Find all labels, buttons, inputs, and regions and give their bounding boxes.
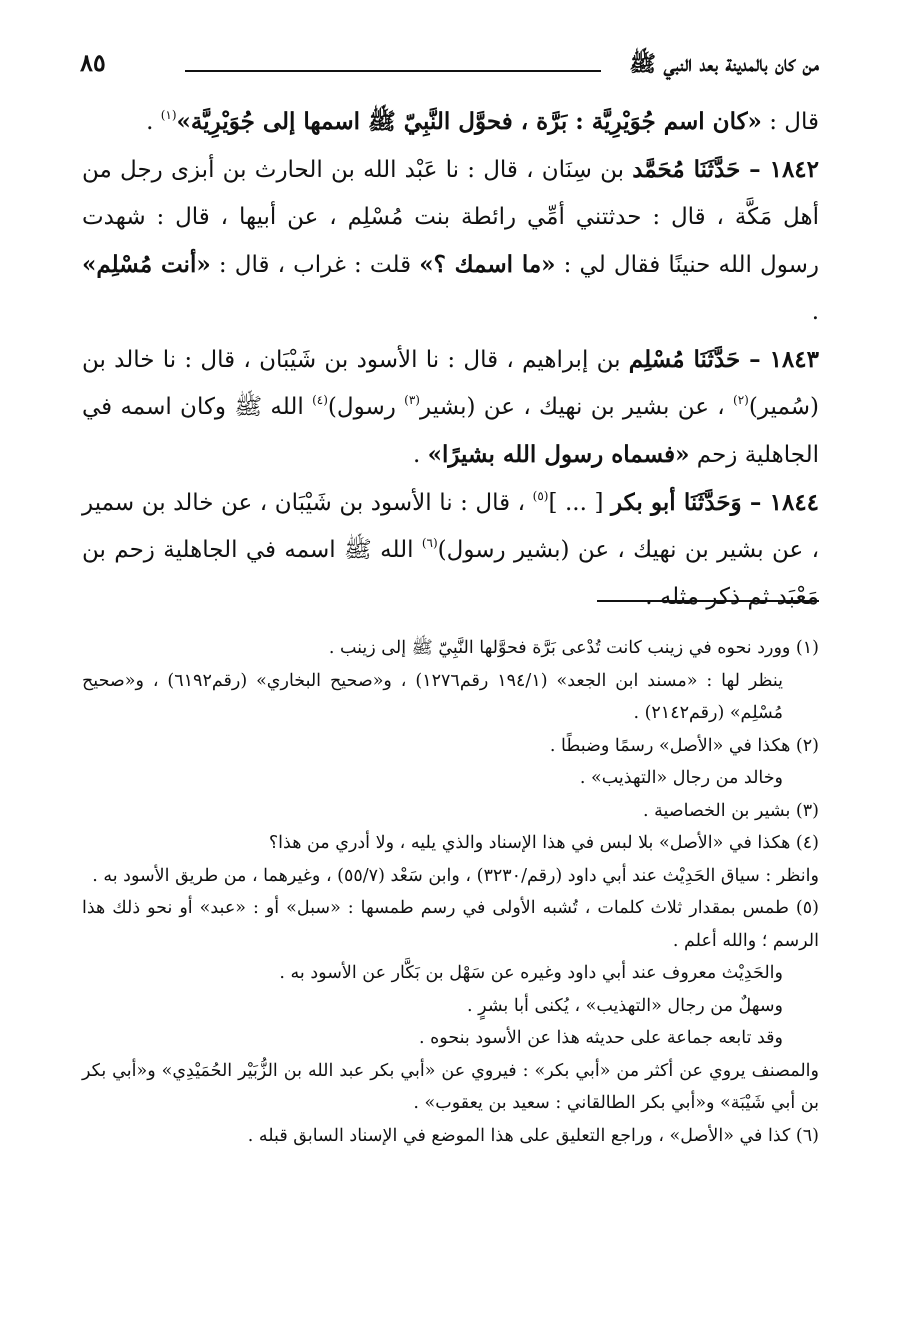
hadith-quote: «أنت مُسْلِم» xyxy=(82,251,211,278)
hadith-text: الله ﷺ اسمه في الجاهلية زحم بن مَعْبَد ثم ذكر مثله . xyxy=(82,537,819,610)
footnotes xyxy=(82,632,819,1152)
haddathana: وَحَدَّثَنَا xyxy=(683,489,742,516)
hadith-1842 xyxy=(82,146,819,336)
footnote-divider xyxy=(597,600,819,602)
hadith-text: بن سِنَان ، قال : نا عَبْد الله بن الحارث بن أبزى رجل من أهل مَكَّة ، قال : حدثتني أمِّي رائطة بنت مُسْلِم ، عن أبيها ، قال : شهدت رسول الله حنينًا فقال لي : xyxy=(82,157,819,278)
hadith-number: ١٨٤٢ – xyxy=(740,156,820,183)
header-rule xyxy=(185,70,601,72)
hadith-1843 xyxy=(82,336,819,479)
footnote-4: (٤) هكذا في «الأصل» بلا لبس في هذا الإسناد والذي يليه ، ولا أدري من هذا؟ xyxy=(268,833,819,853)
footnote-5-cont: والمصنف يروي عن أكثر من «أبي بكر» : فيروي عن «أبي بكر عبد الله بن الزُّبَيْر الحُمَيْدِي» و«أبي بكر بن أبي شَيْبَة» و«أبي بكر الطالقاني : سعيد بن يعقوب» . xyxy=(82,1060,819,1113)
hadith-quote: «ما اسمك ؟» xyxy=(419,251,556,278)
footnote-1-cont: ينظر لها : «مسند ابن الجعد» (١٩٤/١ رقم١٢٧٦) ، و«صحيح البخاري» (رقم٦١٩٢) ، و«صحيح مُسْلِم» (رقم٢١٤٢) . xyxy=(82,670,784,723)
footnote-6: (٦) كذا في «الأصل» ، وراجع التعليق على هذا الموضع في الإسناد السابق قبله . xyxy=(247,1125,819,1146)
footnote-ref-5[interactable]: (٥) xyxy=(532,489,549,503)
narrator: أبو بكر xyxy=(610,489,684,516)
footnote-ref-3[interactable]: (٣) xyxy=(404,393,420,407)
footnote-4-cont: وانظر : سياق الحَدِيْث عند أبي داود (رقم/٣٢٣٠) ، وابن سَعْد (٥٥/٧) ، وغيرهما ، من طريق الأسود به . xyxy=(92,865,819,886)
narrator: مُحَمَّد xyxy=(632,156,694,183)
footnote-2-cont: وخالد من رجال «التهذيب» . xyxy=(579,768,783,788)
footnote-3: (٣) بشير بن الخصاصية . xyxy=(642,800,819,821)
footnote-ref-2[interactable]: (٢) xyxy=(733,393,749,407)
hadith-end: . xyxy=(811,299,819,325)
footnote-5-cont: وسهلٌ من رجال «التهذيب» ، يُكنى أبا بشرٍ . xyxy=(467,995,783,1016)
footnote-5-cont: وقد تابعه جماعة على حديثه هذا عن الأسود بنحوه . xyxy=(418,1028,783,1048)
hadith-end: . xyxy=(412,442,428,468)
intro-suffix: . xyxy=(146,109,161,135)
footnote-1: (١) وورد نحوه في زينب كانت تُدْعى بَرَّة فحوَّلها النَّبِيّ ﷺ إلى زينب . xyxy=(328,638,819,658)
running-title: من كان بالمدينة بعد النبي ﷺ xyxy=(629,51,819,77)
page-number: ٨٥ xyxy=(80,48,106,77)
haddathana: حَدَّثَنَا xyxy=(693,156,741,183)
hadith-number: ١٨٤٤ – xyxy=(741,489,820,516)
hadith-quote: «فسماه رسول الله بشيرًا» xyxy=(427,441,690,468)
haddathana: حَدَّثَنَا xyxy=(693,346,741,373)
hadith-text: الله ﷺ وكان اسمه في الجاهلية زحم xyxy=(82,394,819,468)
main-text xyxy=(82,98,819,621)
hadith-number: ١٨٤٣ – xyxy=(740,346,819,373)
footnote-ref-1[interactable]: (١) xyxy=(160,108,177,122)
hadith-text: ، عن بشير بن نهيك ، عن (بشير xyxy=(419,394,734,420)
intro-paragraph xyxy=(82,98,819,146)
footnote-5: (٥) طمس بمقدار ثلاث كلمات ، تُشبه الأولى في رسم طمسها : «سبل» أو : «عبد» أو نحو ذلك هذا الرسم ؛ والله أعلم . xyxy=(82,898,819,951)
hadith-text: بن إبراهيم ، قال : نا الأسود بن شَيْبَان ، قال : نا خالد بن (سُمير) xyxy=(82,347,819,420)
footnote-2: (٢) هكذا في «الأصل» رسمًا وضبطًا . xyxy=(549,735,819,756)
narrator: مُسْلِم xyxy=(628,346,694,373)
intro-prefix: قال : xyxy=(761,109,819,135)
hadith-text: [ ... ] xyxy=(548,490,611,516)
hadith-text: رسول) xyxy=(327,394,405,420)
page-header xyxy=(80,50,819,90)
hadith-text: ، قال : نا الأسود بن شَيْبَان ، عن خالد بن سمير ، عن بشير بن نهيك ، عن (بشير رسول) xyxy=(82,490,819,563)
footnote-5-cont: والحَدِيْث معروف عند أبي داود وغيره عن سَهْل بن بَكَّار عن الأسود به . xyxy=(279,963,783,983)
footnote-ref-6[interactable]: (٦) xyxy=(421,536,438,550)
hadith-text: قلت : غراب ، قال : xyxy=(210,252,420,278)
footnote-ref-4[interactable]: (٤) xyxy=(312,393,328,407)
intro-quote: «كان اسم جُوَيْرِيَّة : بَرَّة ، فحوَّل النَّبِيّ ﷺ اسمها إلى جُوَيْرِيَّة» xyxy=(176,108,762,135)
